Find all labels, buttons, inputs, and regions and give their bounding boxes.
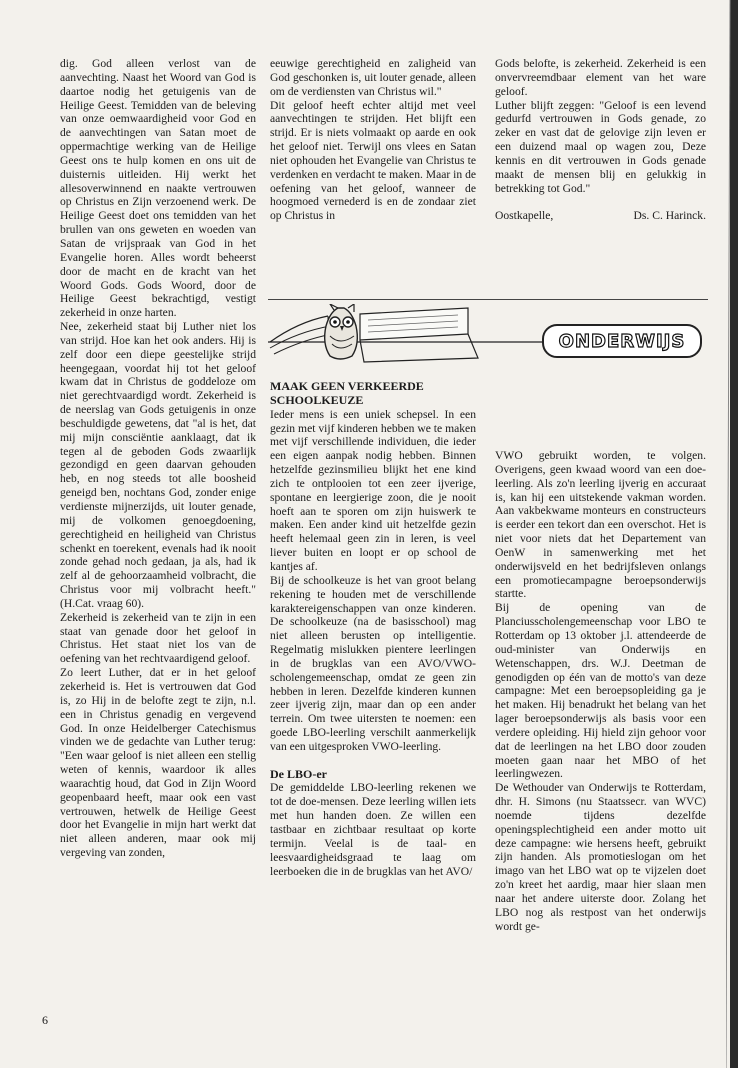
paragraph: eeuwige gerechtigheid en zaligheid van God geschonken is, uit louter genade, alleen om de verdiensten van Christus wil." (270, 57, 476, 98)
article-title: MAAK GEEN VERKEERDE SCHOOLKEUZE (270, 379, 424, 407)
signature (495, 209, 706, 223)
section-divider (268, 299, 708, 300)
paragraph: Gods belofte, is zekerheid. Zekerheid is een onvervreemdbaar element van het ware geloof. (495, 57, 706, 98)
page-number: 6 (42, 1013, 48, 1027)
article-subheading: De LBO-er (270, 766, 327, 781)
paragraph: De Wethouder van Onderwijs te Rotterdam, dhr. H. Simons (nu Staatssecr. van WVC) noemde tijdens dezelfde openingsplechtigheid een ander motto uit deze campagne: wie hersens heeft, gebruikt zijn handen. Als promotieslogan om het imago van het LBO wat op te vijzelen doet zo'n kreet het aardig, maar hier slaan men naar het andere uiterste door. Zolang het LBO nog als restpost van het onderwijs wordt ge- (495, 781, 706, 933)
paragraph: Bij de schoolkeuze is het van groot belang rekening te houden met de verschillende karaktereigenschappen van onze kinderen. De schoolkeuze (na de basisschool) mag niet alleen berusten op intelligentie. Regelmatig mislukken pientere leerlingen in de brugklas van een AVO/VWO-scholengemeenschap, omdat ze geen zin hebben in leren. Dezelfde kinderen kunnen zeer ijverig zijn, maar dan op een ander terrein. Om twee uitersten te noemen: een goede LBO-leerling verschilt aanmerkelijk van een uitgesproken VWO-leerling. (270, 573, 476, 753)
school-article-column-2 (495, 449, 706, 934)
section-banner (268, 304, 708, 366)
page-edge-decoration (726, 0, 738, 1068)
article-column-2 (270, 57, 476, 223)
paragraph: Zekerheid is zekerheid van te zijn in een staat van genade door het geloof in Christus. Het staat niet los van de oefening van het rechtvaardigend geloof. (60, 610, 256, 666)
paragraph: dig. God alleen verlost van de aanvechting. Naast het Woord van God is daartoe nodig het getuigenis van de Heilige Geest. Temidden van de beleving van onze oemwaardigheid voor God en de aanvechtingen van Satan moet de oppermachtige werking van de Heilige Geest ons te hulp komen en ons uit de duisternis uitleiden. Hij werkt het allesoverwinnend en naakte vertrouwen op Christus en Zijn verzoenend werk. De Heilige Geest doet ons temidden van het brullen van ons geweten en woeden van Satan de vrijspraak van God in het Evangelie horen. Alles wordt beheerst door de macht en de kracht van het Woord Gods. Gods Woord, door de Heilige Geest bekrachtigd, vestigt zekerheid in onze harten. (60, 57, 256, 320)
signature-author: Ds. C. Harinck. (633, 209, 706, 223)
owl-book-icon (268, 304, 548, 366)
section-label-text: ONDERWIJS (558, 330, 686, 352)
paragraph: Dit geloof heeft echter altijd met veel aanvechtingen te strijden. Het blijft een strijd. Er is niets volmaakt op aarde en ook het geloof niet. Terwijl ons vlees en Satan niet ophouden het Evangelie van Christus te verdenken en verdacht te maken. Maar in de oefening van het geloof, wanneer de hoogmoed vernederd is en de zondaar ziet op Christus in (270, 98, 477, 223)
paragraph: Nee, zekerheid staat bij Luther niet los van strijd. Hoe kan het ook anders. Hij is zelf door een diepe geestelijke strijd heengegaan, voordat hij tot het geloof kwam dat in Christus de goddeloze om niet gerechtvaardigd wordt. Zekerheid is de neerslag van Gods getuigenis in onze beschuldigde gewetens, dat "al is het, dat mij mijn consciëntie aanklaagt, dat ik tegen al de geboden Gods zwaarlijk gezondigd en geen daarvan gehouden heb, en nog steeds tot alle boosheid geneigd ben, nochtans God, zonder enige verdienste mijnerzijds, uit louter genade, mij de volkomen genoegdoening, gerechtigheid en heiligheid van Christus schenkt en toerekent, evenals had ik nooit zonde gehad noch gedaan, ja als, had ik zelf al de gehoorzaamheid volbracht, die Christus voor mij volbracht heeft." (H.Cat. vraag 60). (60, 320, 256, 610)
school-article-column-1 (270, 380, 476, 878)
paragraph: Ieder mens is een uniek schepsel. In een gezin met vijf kinderen hebben we te maken met vijf verschillende individuen, die ieder een eigen aanpak nodig hebben. Binnen hetzelfde gezinsmilieu blijkt het ene kind zich te ontplooien tot een zeer ijverige, spontane en leergierige zoon, die je nooit hoeft aan te sporen om zijn huiswerk te maken. Een ander kind uit hetzelfde gezin heeft helemaal geen zin in leren, is veel liever buiten en loopt er op school de kantjes af. (270, 407, 476, 573)
paragraph: VWO gebruikt worden, te volgen. Overigens, geen kwaad woord van een doe-leerling. Als zo'n leerling ijverig en accuraat is, kan hij een uitstekende vakman worden. Aan vakbekwame monteurs en constructeurs is eerder een tekort dan een overschot. Het is niet voor niets dat het Departement van OenW in samenwerking met het onderwijsveld en het bedrijfsleven onlangs een promotiecampagne beroepsonderwijs startte. (495, 449, 706, 601)
section-label (542, 324, 702, 358)
article-column-1 (60, 57, 256, 860)
paragraph: Zo leert Luther, dat er in het geloof zekerheid is. Het is vertrouwen dat God is, zo Hij in de belofte zegt te zijn, n.l. een in Christus genadig en vergevend God. In onze Heidelberger Catechismus vinden we de gedachte van Luther terug: "Een waar geloof is niet alleen een stellig weten of kennis, waardoor ik alles waarachtig houd, dat God in Zijn Woord geopenbaard heeft, maar ook een vast vertrouwen, hetwelk de Heilige Geest door het Evangelie in mijn hart werkt dat niet alleen anderen, maar ook mij vergeving van zonden, (60, 666, 256, 860)
paragraph: De gemiddelde LBO-leerling rekenen we tot de doe-mensen. Deze leerling willen iets met hun handen doen. Ze willen een tastbaar en zichtbaar resultaat op korte termijn. Veelal is de taal- en leesvaardigheidsgraad te laag om leerboeken die in de brugklas van het AVO/ (270, 781, 476, 878)
paragraph: Bij de opening van de Planciusscholengemeenschap voor LBO te Rotterdam op 13 oktober j.l. attendeerde de oud-minister van Onderwijs en Wetenschappen, drs. W.J. Deetman de genodigden op één van de motto's van deze campagne: Met een beroepsopleiding ga je het maken. Hij benadrukt het belang van het lager beroepsonderwijs als basis voor een verdere opleiding. Hij hield zijn gehoor voor dat de leerlingen na het LBO door zouden moeten gaan naar het MBO of het leerlingwezen. (495, 601, 706, 781)
article-column-3 (495, 57, 706, 223)
paragraph: Luther blijft zeggen: "Geloof is een levend gedurfd vertrouwen in Gods genade, zo zeker en vast dat de gelovige zijn leven er een duizend maal op wagen zou, Deze kennis en dit vertrouwen in Gods genade maakt de mensen blij en gelukkig in betrekking tot God." (495, 98, 706, 195)
signature-place: Oostkapelle, (495, 209, 554, 223)
